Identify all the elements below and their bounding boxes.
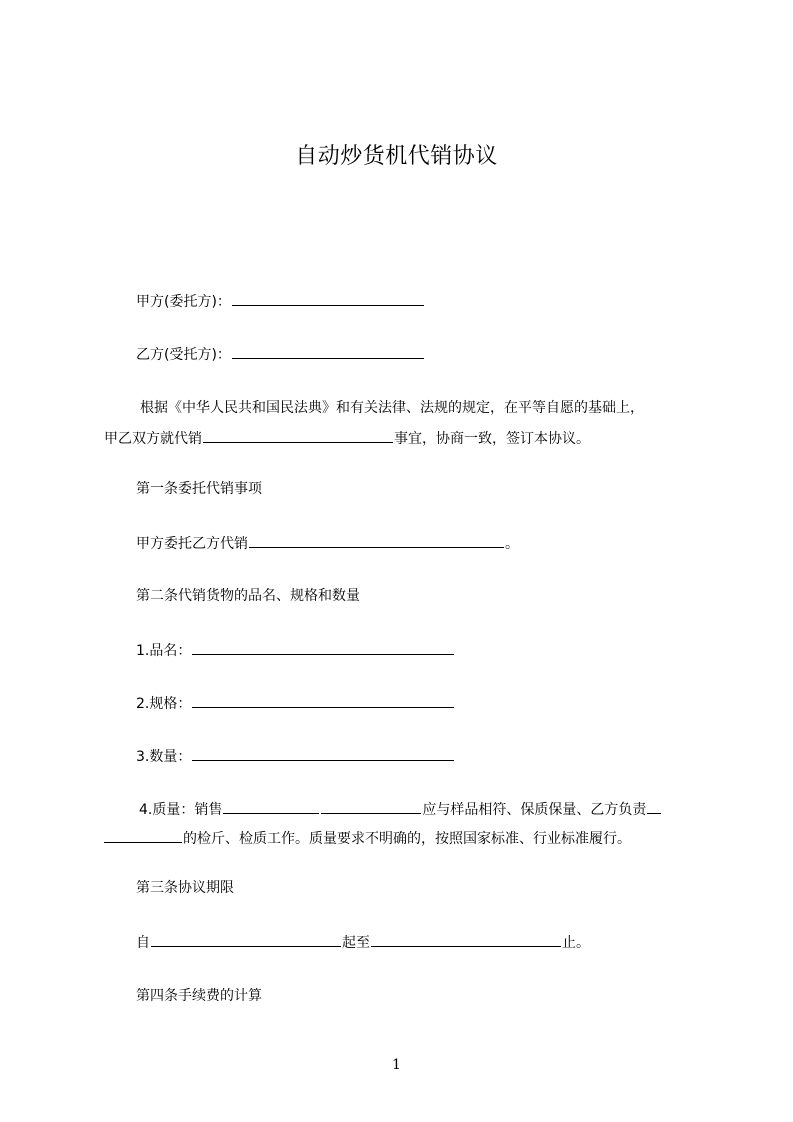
item4-suffix: 的检斤、检质工作。质量要求不明确的，按照国家标准、行业标准履行。 — [183, 831, 631, 847]
party-b-label: 乙方(受托方)： — [136, 347, 231, 363]
term-prefix: 自 — [136, 935, 150, 951]
item3-label: 3.数量： — [136, 749, 192, 765]
term-end-blank[interactable] — [371, 932, 561, 947]
article1-heading: 第一条委托代销事项 — [136, 481, 262, 497]
article4-heading: 第四条手续费的计算 — [136, 988, 262, 1004]
item4-line1 — [139, 799, 662, 820]
document-title: 自动炒货机代销协议 — [295, 144, 498, 169]
item1-blank[interactable] — [192, 640, 454, 655]
term-mid: 起至 — [342, 935, 370, 951]
intro-blank[interactable] — [203, 428, 393, 443]
article2-heading: 第二条代销货物的品名、规格和数量 — [136, 588, 360, 604]
party-b-blank[interactable] — [232, 344, 424, 359]
intro-suffix: 事宜，协商一致，签订本协议。 — [394, 431, 590, 447]
article1-blank[interactable] — [249, 533, 504, 548]
article3-heading: 第三条协议期限 — [136, 880, 234, 896]
item1-line — [136, 640, 455, 661]
item4-blank-d[interactable] — [104, 828, 182, 843]
party-a-line — [136, 291, 425, 312]
item4-blank-c[interactable] — [647, 799, 661, 814]
item4-mid: 应与样品相符、保质保量、乙方负责 — [422, 802, 647, 818]
term-start-blank[interactable] — [151, 932, 341, 947]
intro-paragraph-line2 — [104, 428, 590, 449]
party-a-blank[interactable] — [232, 291, 424, 306]
term-line — [136, 932, 590, 953]
article1-prefix: 甲方委托乙方代销 — [136, 536, 248, 552]
party-b-line — [136, 344, 425, 365]
item4-prefix: 4.质量：销售 — [139, 802, 223, 818]
party-a-label: 甲方(委托方)： — [136, 294, 231, 310]
item3-line — [136, 746, 455, 767]
intro-paragraph-line1: 根据《中华人民共和国民法典》和有关法律、法规的规定，在平等自愿的基础上， — [140, 400, 644, 416]
item2-blank[interactable] — [192, 693, 454, 708]
item4-line2 — [104, 828, 631, 849]
page-number: 1 — [392, 1057, 401, 1073]
article1-line — [136, 533, 519, 554]
item1-label: 1.品名： — [136, 643, 192, 659]
item3-blank[interactable] — [192, 746, 454, 761]
item2-line — [136, 693, 455, 714]
article1-suffix: 。 — [505, 536, 519, 552]
item4-blank-a[interactable] — [223, 799, 319, 814]
item4-blank-b[interactable] — [321, 799, 421, 814]
intro-prefix: 甲乙双方就代销 — [104, 431, 202, 447]
item2-label: 2.规格： — [136, 696, 192, 712]
term-suffix: 止。 — [562, 935, 590, 951]
